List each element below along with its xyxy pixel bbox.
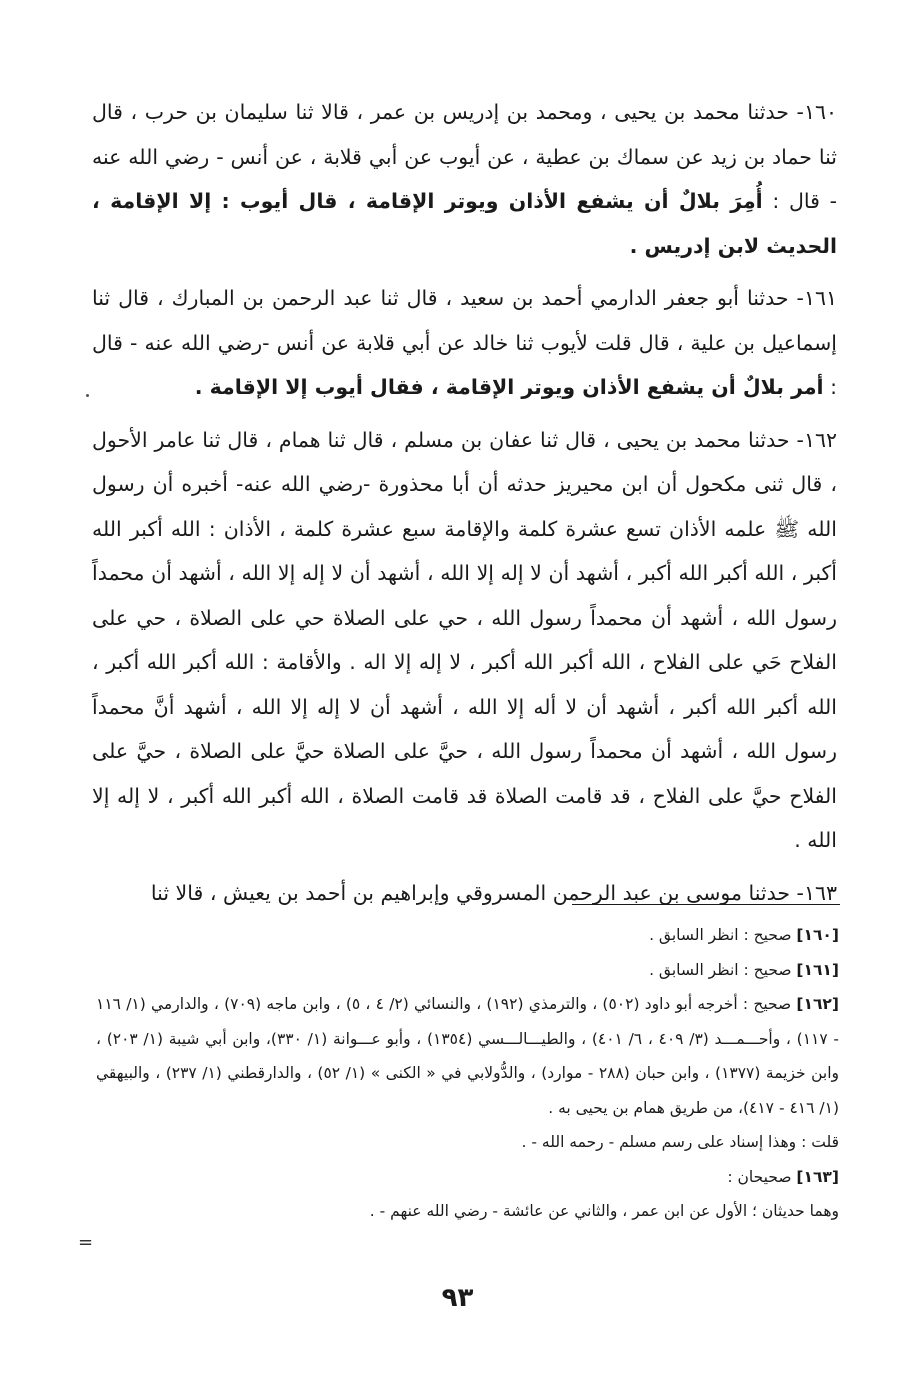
footnote-text: قلت : وهذا إسناد على رسم مسلم - رحمه الله - . bbox=[521, 1133, 839, 1151]
stray-ink-dot bbox=[86, 394, 89, 397]
footnote-163 bbox=[96, 1160, 839, 1195]
main-text bbox=[92, 90, 837, 915]
hadith-160 bbox=[92, 90, 837, 268]
footnote-161 bbox=[96, 953, 839, 988]
hadith-bold-text: أمر بلالٌ أن يشفع الأذان ويوتر الإقامة ، فقال أيوب إلا الإقامة . bbox=[194, 375, 824, 399]
footnote-text: صحيحان : bbox=[727, 1167, 797, 1186]
footnote-separator bbox=[572, 904, 840, 905]
footnote-text: صحيح : انظر السابق . bbox=[649, 960, 797, 979]
footnote-number: [١٦٠] bbox=[796, 926, 839, 944]
hadith-text: ١٦١- حدثنا أبو جعفر الدارمي أحمد بن سعيد ، قال ثنا عبد الرحمن بن المبارك ، قال ثنا إسماعيل بن علية ، قال قلت لأيوب ثنا خالد عن أبي قلابة عن أنس -رضي الله عنه - قال : bbox=[92, 286, 837, 399]
hadith-text: ١٦٣- حدثنا موسى بن عبد الرحمن المسروقي وإبراهيم بن أحمد بن يعيش ، قالا ثنا bbox=[150, 880, 837, 905]
page-number: ٩٣ bbox=[441, 1283, 474, 1313]
footnote-162 bbox=[96, 987, 839, 1125]
hadith-163 bbox=[92, 871, 837, 916]
footnote-160 bbox=[96, 918, 839, 953]
hadith-text: ١٦٠- حدثنا محمد بن يحيى ، ومحمد بن إدريس بن عمر ، قالا ثنا سليمان بن حرب ، قال ثنا حماد بن زيد عن سماك بن عطية ، عن أيوب عن أبي قلابة ، عن أنس - رضي الله عنه - قال : bbox=[92, 100, 837, 213]
footnote-text: وهما حديثان ؛ الأول عن ابن عمر ، والثاني عن عائشة - رضي الله عنهم - . bbox=[369, 1202, 839, 1220]
footnote-163-note bbox=[96, 1194, 839, 1229]
margin-mark: = bbox=[78, 1232, 94, 1253]
footnote-162-note bbox=[96, 1125, 839, 1160]
hadith-161 bbox=[92, 276, 837, 410]
footnote-text: صحيح : انظر السابق . bbox=[649, 926, 797, 944]
footnote-number: [١٦٣] bbox=[796, 1167, 839, 1186]
hadith-text: ١٦٢- حدثنا محمد بن يحيى ، قال ثنا عفان بن مسلم ، قال ثنا همام ، قال ثنا عامر الأحول ، قال ثنى مكحول أن ابن محيريز حدثه أن أبا محذورة -رضي الله عنه- أخبره أن رسول الله ﷺ علمه الأذان تسع عشرة كلمة والإقامة سبع عشرة كلمة ، الأذان : الله أكبر الله أكبر ، الله أكبر الله أكبر ، أشهد أن لا إله إلا الله ، أشهد أن لا إله إلا الله ، أشهد أن محمداً رسول الله ، أشهد أن محمداً رسول الله ، حي على الصلاة حي على الصلاة ، حي على الفلاح حَي على الفلاح ، الله أكبر الله أكبر ، لا إله إلا اله . والأقامة : الله أكبر الله أكبر ، الله أكبر الله أكبر ، أشهد أن لا أله إلا الله ، أشهد أن لا إله إلا الله ، أشهد أنَّ محمداً رسول الله ، أشهد أن محمداً رسول الله ، حيَّ على الصلاة حيَّ على الصلاة ، حيَّ على الفلاح حيَّ على الفلاح ، قد قامت الصلاة قد قامت الصلاة ، الله أكبر الله أكبر ، لا إله إلا الله . bbox=[92, 427, 837, 852]
footnote-text: صحيح : أخرجه أبو داود (٥٠٢) ، والترمذي (١٩٢) ، والنسائي (٢/ ٤ ، ٥) ، وابن ماجه (٧٠٩) ، والدارمي (١/ ١١٦ - ١١٧) ، وأحـــمـــد (٣/ ٤٠٩ ، ٦/ ٤٠١) ، والطيـــالـــسي (١٣٥٤) ، وأبو عـــوانة (١/ ٣٣٠)، وابن أبي شيبة (١/ ٢٠٣) ، وابن خزيمة (١٣٧٧) ، وابن حبان (٢٨٨ - موارد) ، والدُّولابي في « الكنى » (١/ ٥٢) ، والدارقطني (١/ ٢٣٧) ، والبيهقي (١/ ٤١٦ - ٤١٧)، من طريق همام بن يحيى به . bbox=[96, 995, 839, 1117]
footnote-number: [١٦١] bbox=[796, 960, 839, 979]
hadith-162 bbox=[92, 418, 837, 863]
footnotes bbox=[96, 918, 839, 1229]
footnote-number: [١٦٢] bbox=[796, 995, 839, 1013]
hadith-bold-text: أُمِرَ بلالٌ أن يشفع الأذان ويوتر الإقامة ، قال أيوب : إلا الإقامة ، الحديث لابن إدريس . bbox=[92, 189, 837, 258]
